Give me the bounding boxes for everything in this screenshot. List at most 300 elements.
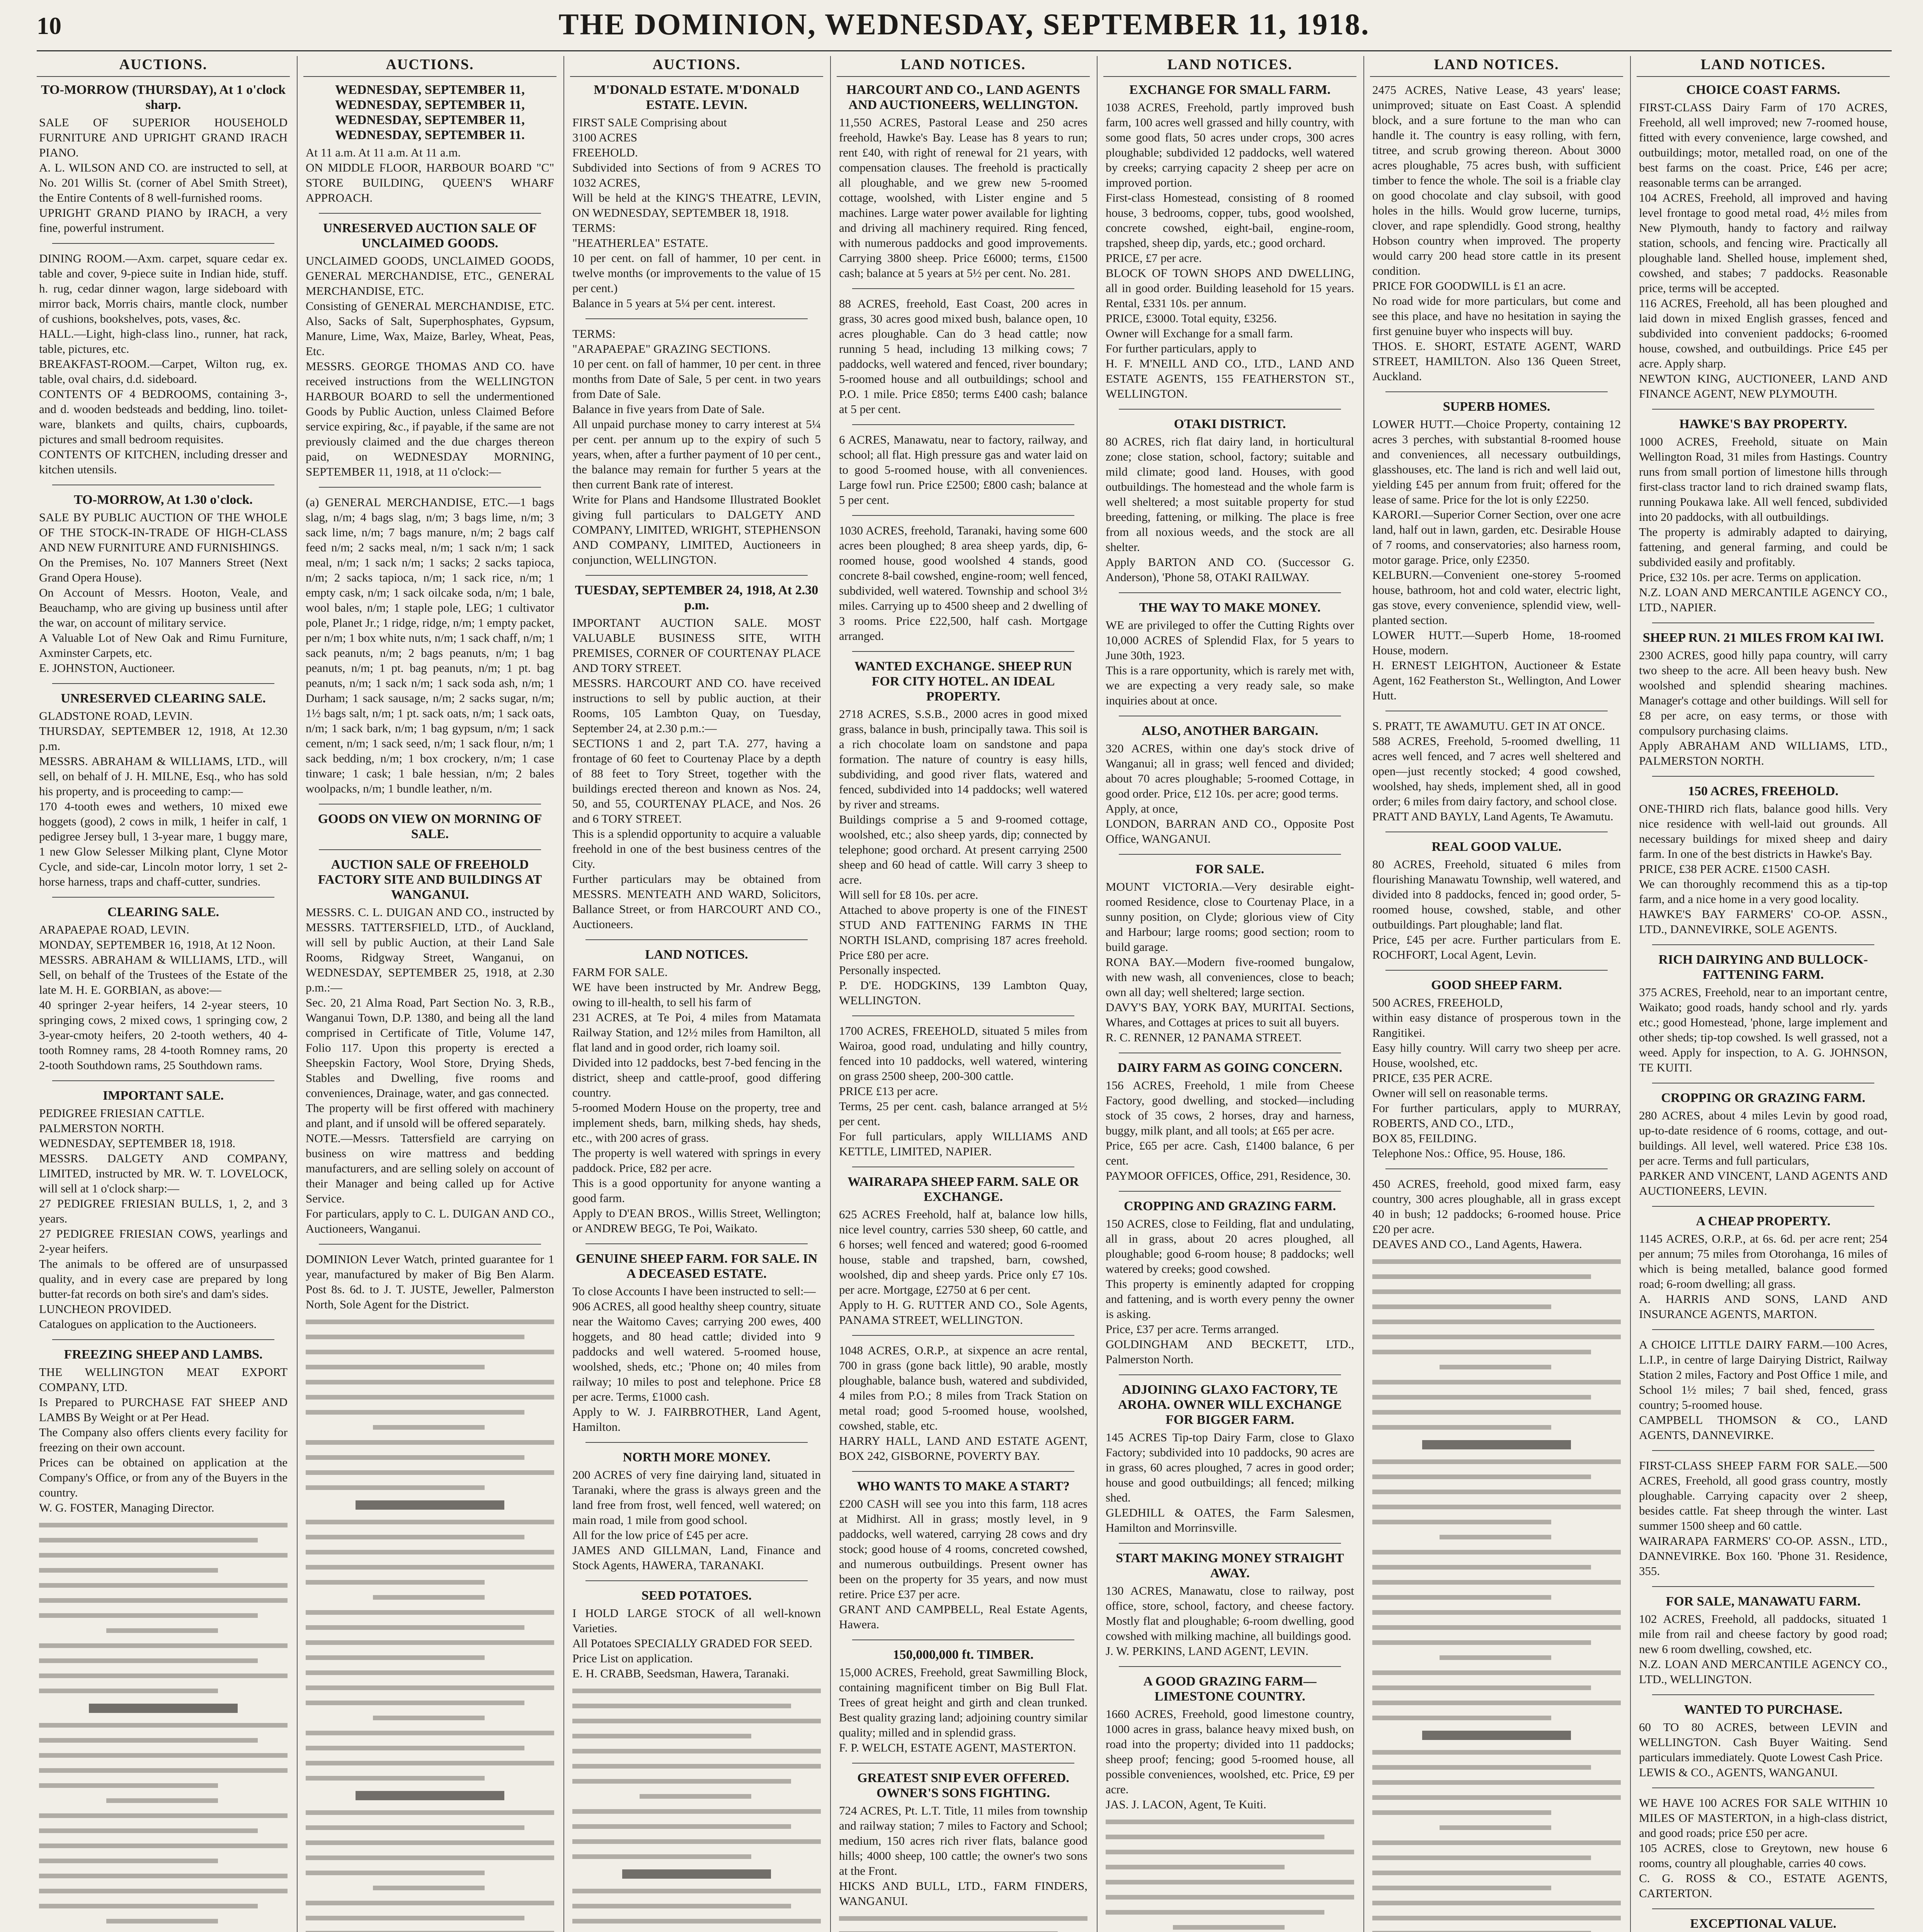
text-line (306, 1410, 524, 1415)
advertisement-divider (1119, 1543, 1341, 1544)
text-line (306, 1640, 554, 1645)
advertisement (1106, 723, 1354, 846)
advertisement-divider (1652, 1206, 1874, 1207)
text-line (39, 1643, 288, 1648)
text-line (106, 1919, 218, 1923)
text-line (306, 1855, 554, 1860)
column-rule (297, 56, 298, 1932)
advertisement-divider (1652, 1329, 1874, 1330)
text-line (306, 1580, 485, 1585)
text-line (1440, 1655, 1551, 1660)
text-line (572, 1824, 791, 1829)
advertisement (1372, 978, 1621, 1161)
advertisement-body: 2300 ACRES, good hilly papa country, will carry two sheep to the acre. All been heavy bush. New woolshed and splendid shearing machines. Manager's cottage and other buildings. Will sell for £8 per acre, on easy terms, or those with compulsory purchasing claims. Apply ABRAHAM AND WILLIAMS, LTD., PALMERSTON NORTH. (1639, 648, 1887, 767)
advertisement-body: DOMINION Lever Watch, printed guarantee for 1 year, manufactured by maker of Big Ben Alarm. Post 8s. 6d. to J. T. JUSTE, Jeweller, Palmerston North, Sole Agent for the District. (306, 1252, 554, 1311)
advertisement-body: 450 ACRES, freehold, good mixed farm, easy country, 300 acres ploughable, all in grass except 40 in bush; 12 paddocks; 6-roomed house. Price £20 per acre. DEAVES AND CO., Land Agents, Hawera. (1372, 1177, 1621, 1251)
text-line (306, 1810, 554, 1815)
text-line (1372, 1670, 1621, 1675)
text-line (1372, 1701, 1621, 1705)
advertisement-divider (852, 651, 1074, 652)
advertisement-heading: GOOD SHEEP FARM. (1431, 978, 1562, 992)
advertisement (1639, 1916, 1887, 1932)
text-line (306, 1470, 554, 1475)
advertisement-body: 320 ACRES, within one day's stock drive of Wanganui; all in grass; well fenced and divided; about 70 acres ploughable; 5-roomed Cottage, in good order. Price, £12 10s. per acre; good terms. Apply, at once, LONDON, BARRAN AND CO., Opposite Post Office, WANGANUI. (1106, 742, 1354, 845)
text-line (1372, 1716, 1551, 1720)
advertisement (1639, 82, 1887, 401)
text-line (39, 1613, 258, 1618)
advertisement (306, 221, 554, 479)
advertisement-heading: LAND NOTICES. (645, 947, 748, 962)
advertisement-heading: M'DONALD ESTATE. M'DONALD ESTATE. LEVIN. (594, 83, 800, 112)
text-line (306, 1350, 554, 1354)
advertisement-divider (1119, 592, 1341, 593)
advertisement-body: 1038 ACRES, Freehold, partly improved bush farm, 100 acres well grassed and hilly country, with some good flats, 50 acres under crops, 300 acres ploughable; subdivided 12 paddocks, well watered by creeks; carrying capacity 2 sheep per acre on improved portion. First-class Homestead, consisting of 8 roomed house, 3 bedrooms, copper, tubs, good woolshed, concrete cowshed, eight-bail, engine-room, trapshed, sheep dip, yards, etc.; good orchard. PRICE, £7 per acre. BLOCK OF TOWN SHOPS AND DWELLING, all in good order. Building leasehold for 15 years. Rental, £331 10s. per annum. PRICE, £3000. Total equity, £3256. Owner will Exchange for a small farm. For further particulars, apply to H. F. M'NEILL AND CO., LTD., LAND AND ESTATE AGENTS, 155 FEATHERSTON ST., WELLINGTON. (1106, 100, 1354, 400)
column-heading: AUCTIONS. (37, 56, 290, 77)
text-line (1372, 1259, 1621, 1264)
column-heading: AUCTIONS. (303, 56, 556, 77)
advertisement-body: 2475 ACRES, Native Lease, 43 years' lease; unimproved; situate on East Coast. A splendid block, and a sure fortune to the man who can handle it. The country is easy rolling, with fern, titree, and scrub growing thereon. About 3000 acres ploughable, 75 acres bush, with sufficient timber to fence the whole. The soil is a friable clay on good chocolate and clay subsoil, with good holes in the hills. Would grow lucerne, turnips, clover, and rape splendidly. Good strong, healthy Hobson country when improved. The property would carry 200 head store cattle in its present condition. PRICE FOR GOODWILL is £1 an acre. No road wide for more particulars, but come and see this place, and have no hesitation in saying the first genuine buyer who inspects will buy. THOS. E. SHORT, ESTATE AGENT, WARD STREET, HAMILTON. Also 136 Queen Street, Auckland. (1372, 83, 1621, 383)
text-line (1372, 1750, 1621, 1755)
advertisement-body: 1000 ACRES, Freehold, situate on Main Wellington Road, 31 miles from Hastings. Country runs from small portion of limestone hills through first-class tractor land to rich drained swamp flats, running Poukawa lake. All well fenced, subdivided into 20 paddocks, with all outbuildings. The property is admirably adapted to dairying, fattening, and general farming, and could be subdivided easily and profitably. Price, £32 10s. per acre. Terms on application. N.Z. LOAN AND MERCANTILE AGENCY CO., LTD., NAPIER. (1639, 435, 1887, 614)
advertisement (39, 1347, 288, 1515)
advertisement-heading: SUPERB HOMES. (1443, 400, 1550, 414)
advertisement-heading: NORTH MORE MONEY. (623, 1450, 771, 1464)
text-line (39, 1583, 288, 1588)
column-3 (570, 56, 823, 1932)
advertisement (1639, 417, 1887, 615)
advertisement (39, 82, 288, 235)
advertisement-divider (1119, 1191, 1341, 1192)
advertisement-divider (52, 243, 274, 244)
text-line (306, 1395, 554, 1400)
text-line (1372, 1901, 1621, 1905)
text-line (39, 1738, 258, 1743)
advertisement (39, 492, 288, 675)
text-line (1372, 1350, 1591, 1354)
advertisement-body: FARM FOR SALE. WE have been instructed by Mr. Andrew Begg, owing to ill-health, to sell his farm of 231 ACRES, at Te Poi, 4 miles from Matamata Railway Station, and 12½ miles from Hamilton, all flat land and in good order, rich loamy soil. Divided into 12 paddocks, best 7-bed fencing in the district, sheep and cattle-proof, good differing country. 5-roomed Modern House on the property, tree and implement sheds, barn, milking sheds, hay sheds, etc., with 200 acres of grass. The property is well watered with springs in every paddock. Price, £82 per acre. This is a good opportunity for anyone wanting a good farm. Apply to D'EAN BROS., Willis Street, Wellington; or ANDREW BEGG, Te Poi, Waikato. (572, 965, 821, 1235)
advertisement-heading: GENUINE SHEEP FARM. FOR SALE. IN A DECEASED ESTATE. (575, 1252, 818, 1281)
advertisement-heading: WEDNESDAY, SEPTEMBER 11, WEDNESDAY, SEPTEMBER 11, WEDNESDAY, SEPTEMBER 11, WEDNESDAY, SEPTEMBER 11. (335, 83, 525, 142)
advertisement-body: 102 ACRES, Freehold, all paddocks, situated 1 mile from rail and cheese factory by good road; new 6 room dwelling, cowshed, etc. N.Z. LOAN AND MERCANTILE AGENCY CO., LTD., WELLINGTON. (1639, 1612, 1887, 1686)
advertisement-divider (1119, 854, 1341, 855)
column-2 (303, 56, 556, 1932)
text-line (1106, 1880, 1354, 1884)
text-line (1106, 1910, 1324, 1915)
advertisement (1106, 1060, 1354, 1183)
advertisement-heading: GOODS ON VIEW ON MORNING OF SALE. (318, 812, 542, 841)
advertisement-body: WE are privileged to offer the Cutting Rights over 10,000 ACRES of Splendid Flax, for 5 years to June 30th, 1923. This is a rare opportunity, which is rarely met with, we are expecting a very ready sale, so make inquiries about at once. (1106, 618, 1354, 707)
text-line (39, 1783, 218, 1788)
text-line (306, 1761, 554, 1765)
advertisement-body: FIRST-CLASS Dairy Farm of 170 ACRES, Freehold, all well improved; new 7-roomed house, fitted with every convenience, large cowshed, and outbuildings; motor, metalled road, on one of the best farms on the coast. Price, £46 per acre; reasonable terms can be arranged. 104 ACRES, Freehold, all improved and having level frontage to good metal road, 4½ miles from New Plymouth, handy to factory and railway station, schools, and fencing wire. Practically all ploughable land. Shelled house, implement shed, cowshed, and stabes; 7 paddocks. Reasonable price, terms will be accepted. 116 ACRES, Freehold, all has been ploughed and laid down in mixed English grasses, fenced and subdivided into convenient paddocks; 6-roomed house, cowshed, and outbuildings. Price £45 per acre. Apply sharp. NEWTON KING, AUCTIONEER, LAND AND FINANCE AGENT, NEW PLYMOUTH. (1639, 100, 1887, 400)
column-filler-text (839, 1916, 1087, 1932)
text-line (39, 1723, 288, 1728)
newspaper-columns (37, 56, 1892, 1932)
masthead (37, 0, 1892, 51)
advertisement-heading: CLEARING SALE. (107, 905, 220, 919)
advertisement-divider (1652, 409, 1874, 410)
text-line (1106, 1835, 1324, 1839)
text-line (1106, 1850, 1354, 1854)
advertisement (39, 905, 288, 1073)
advertisement-heading: WHO WANTS TO MAKE A START? (857, 1479, 1070, 1493)
issue-date: WEDNESDAY, SEPTEMBER 11, 1918. (824, 7, 1370, 41)
text-line (1372, 1520, 1551, 1524)
advertisement-body: UNCLAIMED GOODS, UNCLAIMED GOODS, GENERAL MERCHANDISE, ETC., GENERAL MERCHANDISE, ETC. Consisting of GENERAL MERCHANDISE, ETC. Also, Sacks of Salt, Superphosphates, Gypsum, Manure, Lime, Wax, Maize, Barley, Wheat, Peas, Etc. MESSRS. GEORGE THOMAS AND CO. have received instructions from the WELLINGTON HARBOUR BOARD to sell the undermentioned Goods by Public Auction, unless Claimed Before service expiring, &c., if payable, if the same are not previously claimed and the due charges thereon paid, on WEDNESDAY MORNING, SEPTEMBER 11, 1918, at 11 o'clock:— (306, 254, 554, 478)
text-line (306, 1840, 554, 1845)
text-line (306, 1550, 554, 1554)
advertisement-body: TERMS: "ARAPAEPAE" GRAZING SECTIONS. 10 per cent. on fall of hammer, 10 per cent. in three months from Date of Sale, 5 per cent. in two years from Date of Sale. Balance in five years from Date of Sale. All unpaid purchase money to carry interest at 5¼ per cent. per annum up to the expiry of such 5 years, when, after a further payment of 10 per cent., the balance may remain for further 5 years at the then current Bank rate of interest. Write for Plans and Handsome Illustrated Booklet giving full particulars to DALGETY AND COMPANY, LIMITED, WRIGHT, STEPHENSON AND COMPANY, LIMITED, Auctioneers in conjunction, WELLINGTON. (572, 327, 821, 566)
advertisement-body: 724 ACRES, Pt. L.T. Title, 11 miles from township and railway station; 7 miles to Factory and School; medium, 150 acres rich river flats, balance good hills; 4000 sheep, 100 cattle; the owner's two sons at the Front. HICKS AND BULL, LTD., FARM FINDERS, WANGANUI. (839, 1804, 1087, 1908)
text-line (1422, 1731, 1571, 1740)
text-line (39, 1828, 258, 1833)
column-rule (1363, 56, 1364, 1932)
advertisement (1639, 952, 1887, 1075)
text-line (306, 1625, 524, 1630)
text-line (1372, 1274, 1591, 1279)
text-line (373, 1595, 485, 1600)
text-line (306, 1916, 524, 1920)
advertisement-divider (585, 1580, 808, 1581)
advertisement-heading: CHOICE COAST FARMS. (1686, 83, 1840, 97)
advertisement-body: LOWER HUTT.—Choice Property, containing 12 acres 3 perches, with substantial 8-roomed house and conveniences, all necessary outbuildings, glasshouses, etc. The land is rich and well laid out, yielding £45 per annum from fruit; offered for the lease of same. Price for the lot is only £2250. KARORI.—Superior Corner Section, over one acre land, half out in lawn, garden, etc. Desirable House of 7 rooms, and conservatories; also harness room, motor garage. Price, only £2350. KELBURN.—Convenient one-storey 5-roomed house, bathroom, hot and cold water, electric light, gas stove, every convenience, splendid view, well-planted section. LOWER HUTT.—Superb Home, 18-roomed House, modern. H. ERNEST LEIGHTON, Auctioneer & Estate Agent, 162 Featherston St., Wellington, And Lower Hutt. (1372, 417, 1621, 702)
text-line (1372, 1580, 1621, 1585)
advertisement-body: SALE OF SUPERIOR HOUSEHOLD FURNITURE AND UPRIGHT GRAND IRACH PIANO. A. L. WILSON AND CO. are instructed to sell, at No. 201 Willis St. (corner of Abel Smith Street), the Entire Contents of 8 well-furnished rooms. UPRIGHT GRAND PIANO by IRACH, a very fine, powerful instrument. (39, 116, 288, 235)
advertisement-body: THE WELLINGTON MEAT EXPORT COMPANY, LTD. Is Prepared to PURCHASE FAT SHEEP AND LAMBS By Weight or at Per Head. The Company also offers clients every facility for freezing on their own account. Prices can be obtained on application at the Company's Office, or from any of the Buyers in the country. W. G. FOSTER, Managing Director. (39, 1365, 288, 1514)
advertisement-heading: REAL GOOD VALUE. (1431, 840, 1562, 854)
text-line (306, 1485, 485, 1490)
text-line (1372, 1765, 1591, 1770)
advertisement (839, 1770, 1087, 1908)
advertisement-body: 375 ACRES, Freehold, near to an important centre, Waikato; good roads, handy school and rly. yards etc.; good Homestead, 'phone, large implement and other sheds; tip-top cowshed. Is well grassed, not a weed. Apply for inspection, to A. G. JOHNSON, TE KUITI. (1639, 985, 1887, 1074)
advertisement (39, 1088, 288, 1332)
column-heading: LAND NOTICES. (1637, 56, 1890, 77)
text-line (1106, 1820, 1354, 1824)
advertisement-body: 1660 ACRES, Freehold, good limestone country, 1000 acres in grass, balance heavy mixed bush, on road into the property; divided into 11 paddocks; sheep proof; fencing; good 5-roomed house, all possible conveniences, woolshed, etc. Price, £9 per acre. JAS. J. LACON, Agent, Te Kuiti. (1106, 1707, 1354, 1811)
advertisement-heading: UNRESERVED CLEARING SALE. (61, 691, 266, 706)
text-line (1372, 1550, 1621, 1554)
advertisement (1639, 1594, 1887, 1687)
advertisement-heading: ADJOINING GLAXO FACTORY, TE AROHA. OWNER WILL EXCHANGE FOR BIGGER FARM. (1118, 1383, 1342, 1427)
text-line (306, 1455, 524, 1460)
advertisement-divider (1652, 944, 1874, 945)
text-line (306, 1901, 554, 1905)
column-filler-text (306, 1320, 554, 1932)
text-line (1372, 1610, 1621, 1615)
advertisement-body: MOUNT VICTORIA.—Very desirable eight-roomed Residence, close to Courtenay Place, in a sunny position, on Clyde; glorious view of City and Harbour; large rooms; good section; room to build garage. RONA BAY.—Modern five-roomed bungalow, with new wash, all conveniences, close to beach; own all day; well sheltered; large section. DAVY'S BAY, YORK BAY, MURITAI. Sections, Whares, and Cottages at prices to suit all buyers. R. C. RENNER, 12 PANAMA STREET. (1106, 880, 1354, 1044)
text-line (1372, 1395, 1591, 1400)
advertisement-body: 60 TO 80 ACRES, between LEVIN and WELLINGTON. Cash Buyer Waiting. Send particulars immediately. Quote Lowest Cash Price. LEWIS & CO., AGENTS, WANGANUI. (1639, 1720, 1887, 1779)
advertisement (839, 1174, 1087, 1327)
text-line (306, 1871, 485, 1875)
advertisement-body: To close Accounts I have been instructed to sell:— 906 ACRES, all good healthy sheep country, situate near the Waitomo Caves; carrying 200 ewes, 400 hoggets, and 80 head cattle; divided into 9 paddocks and well watered. 5-roomed house, woolshed, sheds, etc.; 'Phone on; 40 miles from railway; 10 miles to post and telephone. Price £8 per acre. Terms, £1000 cash. Apply to W. J. FAIRBROTHER, Land Agent, Hamilton. (572, 1284, 821, 1434)
text-line (1372, 1855, 1591, 1860)
text-line (1372, 1916, 1621, 1920)
text-line (572, 1719, 821, 1723)
column-4 (837, 56, 1090, 1932)
text-line (39, 1568, 218, 1573)
advertisement-divider (585, 1442, 808, 1443)
advertisement-divider (1652, 1586, 1874, 1587)
advertisement (572, 1251, 821, 1434)
advertisement-divider (1652, 622, 1874, 623)
text-line (39, 1673, 288, 1678)
advertisement-divider (1119, 409, 1341, 410)
text-line (39, 1768, 288, 1773)
advertisement-body: 80 ACRES, Freehold, situated 6 miles from flourishing Manawatu Township, well watered, and divided into 8 paddocks, fenced in; good order, 5-roomed house, cowshed, stable, and other outbuildings. Part ploughable; land flat. Price, £45 per acre. Further particulars from E. ROCHFORT, Local Agent, Levin. (1372, 857, 1621, 961)
advertisement-heading: WANTED EXCHANGE. SHEEP RUN FOR CITY HOTEL. AN IDEAL PROPERTY. (854, 659, 1072, 704)
newspaper-name: THE DOMINION, (558, 7, 817, 41)
advertisement-divider (1385, 1168, 1608, 1169)
advertisement-heading: ALSO, ANOTHER BARGAIN. (1141, 724, 1319, 738)
page-number: 10 (37, 12, 61, 39)
text-line (572, 1854, 751, 1859)
advertisement-body: A CHOICE LITTLE DAIRY FARM.—100 Acres, L.I.P., in centre of large Dairying District, Railway Station 2 miles, Factory and Post Office 1 mile, and School 1½ miles; 7 bail shed, fenced, grass country; 5-roomed house. CAMPBELL THOMSON & CO., LAND AGENTS, DANNEVIRKE. (1639, 1338, 1887, 1442)
advertisement-heading: FOR SALE. (1195, 862, 1264, 876)
advertisement-divider (319, 1244, 541, 1245)
advertisement-divider (852, 1763, 1074, 1764)
advertisement-divider (852, 1015, 1074, 1016)
text-line (1372, 1505, 1621, 1509)
text-line (572, 1689, 821, 1693)
advertisement-body: 145 ACRES Tip-top Dairy Farm, close to Glaxo Factory; subdivided into 10 paddocks, 90 acres are in grass, 60 acres ploughed, 7 acres in good order; house and good outbuildings; all fenced; milking shed. GLEDHILL & OATES, the Farm Salesmen, Hamilton and Morrinsville. (1106, 1430, 1354, 1534)
text-line (306, 1335, 524, 1339)
text-line (306, 1365, 485, 1369)
advertisement-divider (1652, 776, 1874, 777)
text-line (373, 1425, 485, 1430)
text-line (1372, 1625, 1621, 1630)
advertisement-divider (852, 1335, 1074, 1336)
text-line (306, 1655, 485, 1660)
advertisement-heading: EXCHANGE FOR SMALL FARM. (1129, 83, 1331, 97)
text-line (106, 1628, 218, 1633)
advertisement (572, 82, 821, 311)
text-line (1372, 1320, 1621, 1324)
text-line (39, 1904, 258, 1908)
column-heading: AUCTIONS. (570, 56, 823, 77)
advertisement-body: SALE BY PUBLIC AUCTION OF THE WHOLE OF THE STOCK-IN-TRADE OF HIGH-CLASS AND NEW FURNITURE AND FURNISHINGS. On the Premises, No. 107 Manners Street (Next Grand Opera House). On Account of Messrs. Hooton, Veale, and Beauchamp, who are giving up business until after the war, on account of military service. A Valuable Lot of New Oak and Rimu Furniture, Axminster Carpets, etc. E. JOHNSTON, Auctioneer. (39, 510, 288, 675)
advertisement-divider (52, 683, 274, 684)
text-line (1440, 1825, 1551, 1830)
text-line (572, 1704, 791, 1708)
advertisement (839, 82, 1087, 281)
advertisement (1106, 1199, 1354, 1367)
text-line (1106, 1865, 1285, 1869)
advertisement-body: DINING ROOM.—Axm. carpet, square cedar ex. table and cover, 9-piece suite in Indian hide, stuff. h. rug, cedar dinner wagon, large sideboard with mirror back, Morris chairs, mantle clock, number of cushions, bookshelves, pots, vases, &c. HALL.—Light, high-class lino., runner, hat rack, table, pictures, etc. BREAKFAST-ROOM.—Carpet, Wilton rug, ex. table, oval chairs, d.d. sideboard. CONTENTS OF 4 BEDROOMS, containing 3-, and d. wooden bedsteads and bedding, lino. toilet-ware, blankets and quilts, chairs, cupboards, pictures and small bedroom requisites. CONTENTS OF KITCHEN, including dresser and kitchen utensils. (39, 252, 288, 476)
text-line (1440, 1365, 1551, 1369)
advertisement (1106, 417, 1354, 585)
advertisement-heading: EXCEPTIONAL VALUE. (1690, 1917, 1836, 1931)
text-line (572, 1919, 821, 1923)
advertisement (1372, 82, 1621, 384)
text-line (1372, 1640, 1591, 1645)
advertisement-divider (1385, 970, 1608, 971)
advertisement (572, 1588, 821, 1681)
advertisement-divider (1652, 1450, 1874, 1451)
column-filler-text (572, 1689, 821, 1932)
advertisement-heading: A GOOD GRAZING FARM—LIMESTONE COUNTRY. (1143, 1674, 1317, 1704)
text-line (373, 1886, 485, 1890)
advertisement-body: 625 ACRES Freehold, half at, balance low hills, nice level country, carries 530 sheep, 60 cattle, and 6 horses; well fenced and watered; good 6-roomed house, stable and trapshed, barn, cowshed, woolshed, dip and sheep yards. Price only £7 10s. per acre. Mortgage, £2750 at 6 per cent. Apply to H. G. RUTTER AND CO., Sole Agents, PANAMA STREET, WELLINGTON. (839, 1208, 1087, 1327)
advertisement (839, 1343, 1087, 1463)
text-line (39, 1658, 258, 1663)
advertisement-body: MESSRS. C. L. DUIGAN AND CO., instructed by MESSRS. TATTERSFIELD, LTD., of Auckland, will sell by public Auction, at their Land Sale Rooms, Ridgway Street, Wanganui, on WEDNESDAY, SEPTEMBER 25, 1918, at 2.30 p.m.:— Sec. 20, 21 Alma Road, Part Section No. 3, R.B., Wanganui Town, D.P. 1380, and being all the land comprised in Certificate of Title, Volume 147, Folio 117. Upon this property is erected a Sheepskin Factory, Wool Store, Drying Sheds, Stables and Dwelling, five rooms and conveniences, Drainage, water, and gas connected. The property will be first offered with machinery and plant, and if unsold will be offered separately. NOTE.—Messrs. Tattersfield are carrying on business on wire mattress and bedding manufacturers, and are selling solely on account of their Manager and being called up for Active Service. For particulars, apply to C. L. DUIGAN AND CO., Auctioneers, Wanganui. (306, 905, 554, 1235)
text-line (306, 1440, 554, 1445)
text-line (356, 1500, 505, 1510)
newspaper-title (37, 7, 1892, 42)
text-line (1372, 1475, 1591, 1479)
advertisement (839, 432, 1087, 507)
text-line (306, 1565, 554, 1570)
advertisement-divider (319, 487, 541, 488)
advertisement (1106, 1674, 1354, 1812)
advertisement-body: I HOLD LARGE STOCK of all well-known Varieties. All Potatoes SPECIALLY GRADED FOR SEED. Price List on application. E. H. CRABB, Seedsman, Hawera, Taranaki. (572, 1606, 821, 1680)
text-line (839, 1916, 1087, 1921)
advertisement-body: IMPORTANT AUCTION SALE. MOST VALUABLE BUSINESS SITE, WITH PREMISES, CORNER OF COURTENAY PLACE AND TORY STREET. MESSRS. HARCOURT AND CO. have received instructions to sell by public auction, at their Rooms, 105 Lambton Quay, on Tuesday, September 24, at 2.30 p.m.:— SECTIONS 1 and 2, part T.A. 277, having a frontage of 60 feet to Courtenay Place by a depth of 88 feet to Tory Street, together with the buildings erected thereon and known as Nos. 24, 50, and 55, COURTENAY PLACE, and Nos. 26 and 6 TORY STREET. This is a splendid opportunity to acquire a valuable freehold in one of the best business centres of the City. Further particulars may be obtained from MESSRS. MENTEATH AND WARD, Solicitors, Ballance Street, or from HARCOURT AND CO., Auctioneers. (572, 616, 821, 931)
advertisement-divider (52, 1080, 274, 1081)
column-heading: LAND NOTICES. (837, 56, 1090, 77)
advertisement-heading: RICH DAIRYING AND BULLOCK-FATTENING FARM. (1658, 952, 1868, 982)
text-line (1372, 1871, 1621, 1875)
advertisement-divider (1119, 1666, 1341, 1667)
text-line (572, 1734, 751, 1738)
text-line (39, 1753, 288, 1758)
text-line (1372, 1425, 1551, 1430)
advertisement-heading: FOR SALE, MANAWATU FARM. (1666, 1594, 1861, 1609)
advertisement-heading: WANTED TO PURCHASE. (1684, 1702, 1843, 1717)
advertisement (839, 296, 1087, 417)
advertisement-heading: 150,000,000 ft. TIMBER. (893, 1648, 1034, 1662)
advertisement-body: ARAPAEPAE ROAD, LEVIN. MONDAY, SEPTEMBER 16, 1918, At 12 Noon. MESSRS. ABRAHAM & WILLIAMS, LTD., will Sell, on behalf of the Trustees of the Estate of the late M. H. E. GORBIAN, as above:— 40 springer 2-year heifers, 14 2-year steers, 10 springing cows, 2 mixed cows, 1 springing cow, 2 3-year-cmoty heifers, 20 2-tooth wethers, 40 4-tooth Romney rams, 28 4-tooth Romney rams, 20 2-tooth Southdown rams, 25 Southdown rams. (39, 923, 288, 1072)
advertisement-heading: A CHEAP PROPERTY. (1696, 1214, 1831, 1228)
advertisement-body: 1030 ACRES, freehold, Taranaki, having some 600 acres been ploughed; 8 area sheep yards, dip, 6-roomed house, good woolshed 4 stands, good concrete 8-bail cowshed, engine-room; well fenced, subdivided, well watered. Township and school 3½ miles. Carrying up to 4500 sheep and 2 dwelling of 3 rooms. Price £22,500, half cash. Mortgage arranged. (839, 524, 1087, 643)
advertisement-body: 200 ACRES of very fine dairying land, situated in Taranaki, where the grass is always green and the land free from frost, well fenced, well watered; on main road, 1 mile from good school. All for the low price of £45 per acre. JAMES AND GILLMAN, Land, Finance and Stock Agents, HAWERA, TARANAKI. (572, 1468, 821, 1572)
text-line (572, 1809, 821, 1814)
advertisement-divider (585, 575, 808, 576)
text-line (306, 1610, 554, 1615)
text-line (39, 1598, 288, 1603)
column-rule (830, 56, 831, 1932)
column-6 (1370, 56, 1623, 1932)
text-line (39, 1844, 288, 1848)
text-line (373, 1716, 485, 1720)
advertisement-heading: TO-MORROW, At 1.30 o'clock. (74, 493, 253, 507)
advertisement-body: 88 ACRES, freehold, East Coast, 200 acres in grass, 30 acres good mixed bush, balance open, 10 acres ploughable. Can do 3 head cattle; now running 5 head, including 13 milking cows; 7 paddocks, well watered and fenced, river boundary; 5-roomed house and all outbuildings; school and P.O. 1 mile. Price £850; terms £400 cash; balance at 5 per cent. (839, 297, 1087, 416)
advertisement (1639, 1795, 1887, 1901)
advertisement-body: S. PRATT, TE AWAMUTU. GET IN AT ONCE. 588 ACRES, Freehold, 5-roomed dwelling, 11 acres well fenced, and 7 acres well sheltered and open—just recently stocked; 4 good cowshed, woolshed, hay sheds, implement shed, all in good order; 6 miles from dairy factory, and school close. PRATT AND BAYLY, Land Agents, Te Awamutu. (1372, 719, 1621, 823)
advertisement-body: 156 ACRES, Freehold, 1 mile from Cheese Factory, good dwelling, and stocked—including stock of 35 cows, 2 horses, dray and harness, buggy, milk plant, and all tools; at £65 per acre. Price, £65 per acre. Cash, £1400 balance, 6 per cent. PAYMOOR OFFICES, Office, 291, Residence, 30. (1106, 1078, 1354, 1182)
text-line (306, 1520, 554, 1524)
text-line (39, 1889, 288, 1893)
text-line (572, 1839, 821, 1844)
advertisement-heading: HARCOURT AND CO., LAND AGENTS AND AUCTIONEERS, WELLINGTON. (846, 83, 1080, 112)
advertisement-body: WE HAVE 100 ACRES FOR SALE WITHIN 10 MILES OF MASTERTON, in a high-class district, and good roads; price £50 per acre. 105 ACRES, close to Greytown, new house 6 rooms, country all ploughable, carries 40 cows. C. G. ROSS & CO., ESTATE AGENTS, CARTERTON. (1639, 1796, 1887, 1900)
advertisement-heading: THE WAY TO MAKE MONEY. (1139, 600, 1321, 615)
text-line (572, 1779, 791, 1784)
text-line (1372, 1810, 1551, 1815)
advertisement-heading: CROPPING OR GRAZING FARM. (1661, 1091, 1865, 1105)
advertisement-heading: GREATEST SNIP EVER OFFERED. OWNER'S SONS FIGHTING. (857, 1771, 1069, 1800)
advertisement-body: 130 ACRES, Manawatu, close to railway, post office, store, school, factory, and cheese factory. Mostly flat and ploughable; 6-room dwelling, good cowshed with milking machine, all buildings good. J. W. PERKINS, LAND AGENT, LEVIN. (1106, 1584, 1354, 1658)
text-line (306, 1670, 554, 1675)
advertisement-body: 280 ACRES, about 4 miles Levin by good road, up-to-date residence of 6 rooms, cottage, and out-buildings. All level, well watered. Price £38 10s. per acre. Terms and full particulars, PARKER AND VINCENT, LAND AGENTS AND AUCTIONEERS, LEVIN. (1639, 1109, 1887, 1197)
advertisement-heading: WAIRARAPA SHEEP FARM. SALE OR EXCHANGE. (847, 1175, 1079, 1204)
text-line (572, 1889, 821, 1893)
advertisement-body: 1048 ACRES, O.R.P., at sixpence an acre rental, 700 in grass (gone back little), 90 arable, mostly ploughable, balance bush, watered and subdivided, 4 miles from P.O.; 8 miles from Track Station on metal road; good 5-roomed house, woolshed, cowshed, stable, etc. HARRY HALL, LAND AND ESTATE AGENT, BOX 242, GISBORNE, POVERTY BAY. (839, 1344, 1087, 1463)
text-line (39, 1538, 258, 1543)
advertisement-divider (52, 1339, 274, 1340)
text-line (306, 1701, 524, 1705)
column-7 (1637, 56, 1890, 1932)
advertisement (839, 659, 1087, 1008)
advertisement-divider (1385, 391, 1608, 392)
text-line (1106, 1895, 1354, 1900)
advertisement-body: 2718 ACRES, S.S.B., 2000 acres in good mixed grass, balance in bush, principally tawa. This soil is a rich chocolate loam on sandstone and papa formation. The nature of country is easy hills, subdividing, and good river flats, watered and fenced, subdivided into 14 paddocks; well watered by river and streams. Buildings comprise a 5 and 9-roomed cottage, woolshed, etc.; also sheep yards, dip; connected by telephone; good orchard. At present carrying 2500 sheep and 60 head of cattle. Will carry 3 sheep to acre. Will sell for £8 10s. per acre. Attached to above property is one of the FINEST STUD AND FATTENING FARMS IN THE NORTH ISLAND, comprising 187 acres freehold. Price £80 per acre. Personally inspected. P. D'E. HODGKINS, 139 Lambton Quay, WELLINGTON. (839, 707, 1087, 1007)
advertisement-body: £200 CASH will see you into this farm, 118 acres at Midhirst. All in grass; mostly level, in 9 paddocks, well watered, carrying 28 cows and dry stock; good house of 4 rooms, concreted cowshed, and numerous outbuildings. Present owner has been on the property for 35 years, and now must retire. Price £37 per acre. GRANT AND CAMPBELL, Real Estate Agents, Hawera. (839, 1497, 1087, 1631)
text-line (572, 1749, 821, 1753)
column-rule (1097, 56, 1098, 1932)
text-line (1372, 1840, 1621, 1845)
advertisement (1639, 630, 1887, 768)
text-line (1372, 1410, 1621, 1415)
column-filler-text (1106, 1820, 1354, 1932)
column-rule (563, 56, 564, 1932)
advertisement (306, 811, 554, 842)
column-filler-text (39, 1523, 288, 1932)
text-line (1440, 1535, 1551, 1539)
advertisement-body: 150 ACRES, close to Feilding, flat and undulating, all in grass, about 20 acres ploughed, all ploughable; good 6-room house; 8 paddocks; well watered by creeks; good cowshed. This property is eminently adapted for cropping and fattening, and is worth every penny the owner is asking. Price, £37 per acre. Terms arranged. GOLDINGHAM AND BECKETT, LTD., Palmerston North. (1106, 1217, 1354, 1366)
text-line (39, 1553, 288, 1558)
advertisement (39, 691, 288, 889)
advertisement (1106, 600, 1354, 708)
advertisement (1106, 862, 1354, 1045)
text-line (39, 1689, 218, 1693)
advertisement (1639, 1702, 1887, 1780)
text-line (356, 1791, 505, 1800)
column-1 (37, 56, 290, 1932)
text-line (306, 1746, 524, 1750)
advertisement-heading: UNRESERVED AUCTION SALE OF UNCLAIMED GOODS. (323, 221, 537, 250)
text-line (572, 1904, 791, 1908)
advertisement (572, 326, 821, 567)
advertisement-heading: IMPORTANT SALE. (102, 1088, 224, 1103)
advertisement (1639, 1458, 1887, 1578)
advertisement (39, 251, 288, 477)
text-line (1372, 1780, 1621, 1785)
advertisement (1372, 399, 1621, 703)
advertisement (306, 857, 554, 1236)
text-line (622, 1869, 771, 1879)
advertisement (1372, 1176, 1621, 1252)
text-line (306, 1731, 554, 1735)
advertisement (1639, 1214, 1887, 1321)
advertisement (1639, 1090, 1887, 1198)
advertisement (1639, 1337, 1887, 1442)
advertisement (1106, 82, 1354, 401)
text-line (306, 1685, 554, 1690)
advertisement-heading: CROPPING AND GRAZING FARM. (1123, 1199, 1336, 1213)
advertisement-divider (1652, 1787, 1874, 1788)
advertisement (839, 1647, 1087, 1755)
text-line (39, 1874, 288, 1878)
text-line (1372, 1459, 1621, 1464)
advertisement (1106, 1551, 1354, 1658)
advertisement-heading: 150 ACRES, FREEHOLD. (1688, 784, 1839, 798)
column-heading: LAND NOTICES. (1370, 56, 1623, 77)
advertisement-heading: SHEEP RUN. 21 MILES FROM KAI IWI. (1642, 631, 1884, 645)
advertisement-heading: TO-MORROW (THURSDAY), At 1 o'clock sharp. (41, 83, 286, 112)
advertisement-body: FIRST SALE Comprising about 3100 ACRES FREEHOLD. Subdivided into Sections of from 9 ACRES TO 1032 ACRES, Will be held at the KING'S THEATRE, LEVIN, ON WEDNESDAY, SEPTEMBER 18, 1918. TERMS: "HEATHERLEA" ESTATE. 10 per cent. on fall of hammer, 10 per cent. in twelve months (or improvements to the value of 15 per cent.) Balance in 5 years at 5¼ per cent. interest. (572, 116, 821, 310)
